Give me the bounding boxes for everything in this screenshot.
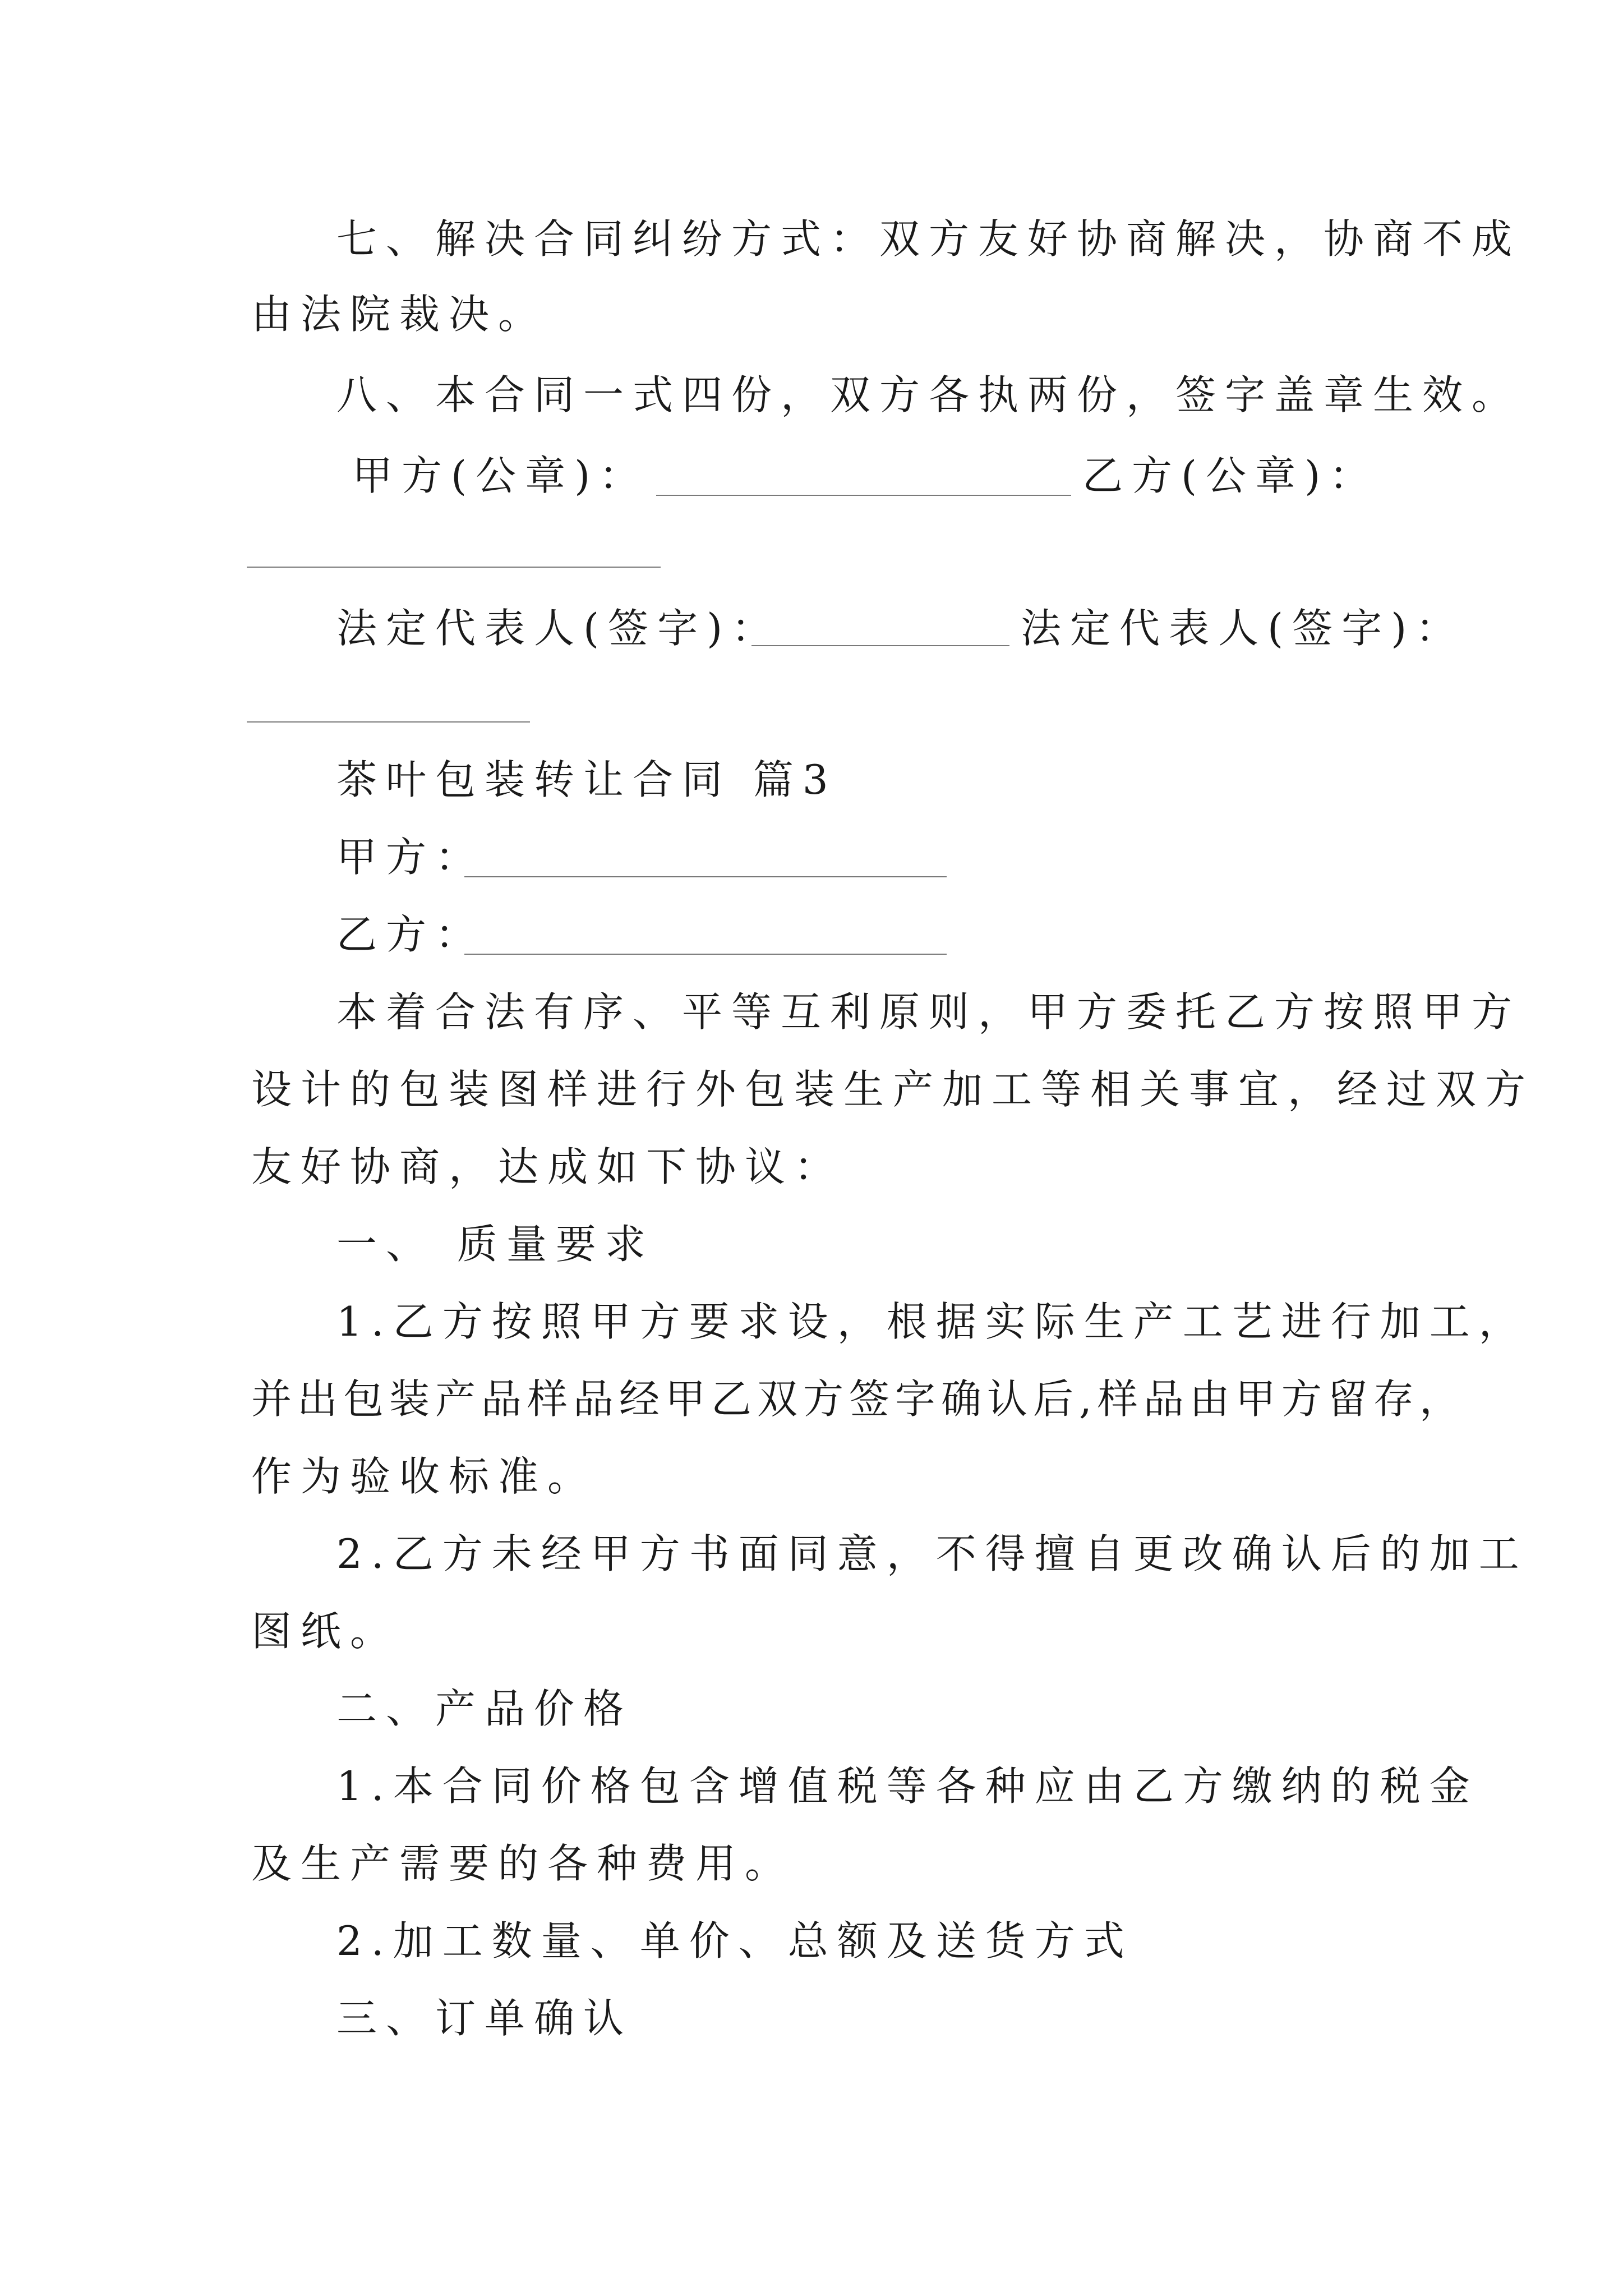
- s1-item1-line3: 作为验收标准。: [251, 1453, 597, 1500]
- intro-line2: 设计的包装图样进行外包装生产加工等相关事宜，经过双方: [251, 1066, 1535, 1113]
- contract3-title: 茶叶包装转让合同 篇3: [336, 756, 837, 803]
- s3-heading: 三、订单确认: [336, 1995, 633, 2042]
- s2-heading: 二、产品价格: [336, 1685, 633, 1732]
- s1-item2-line2: 图纸。: [251, 1608, 400, 1655]
- rep-b-blank: [247, 721, 530, 723]
- s2-item2: 2.加工数量、单价、总额及送货方式: [336, 1917, 1133, 1964]
- section8-text: 八、本合同一式四份，双方各执两份，签字盖章生效。: [336, 371, 1521, 418]
- section7-line1: 七、解决合同纠纷方式：双方友好协商解决，协商不成: [336, 215, 1521, 263]
- rep-b-label: 法定代表人(签字)：: [1021, 605, 1465, 652]
- contract3-party-a-blank: [464, 876, 947, 877]
- party-a-seal-blank: [656, 495, 1071, 496]
- party-a-seal-label: 甲方(公章)：: [352, 452, 649, 499]
- rep-a-blank: [751, 645, 1009, 646]
- s2-item1-line1: 1.本合同价格包含增值税等各种应由乙方缴纳的税金: [336, 1763, 1479, 1810]
- section7-line2: 由法院裁决。: [251, 291, 548, 338]
- contract3-party-a: 甲方：: [336, 834, 485, 881]
- contract3-party-b: 乙方：: [336, 911, 485, 958]
- rep-a-label: 法定代表人(签字)：: [336, 605, 781, 652]
- party-b-seal-label: 乙方(公章)：: [1082, 452, 1379, 499]
- intro-line3: 友好协商，达成如下协议：: [251, 1143, 844, 1190]
- party-b-seal-blank: [247, 567, 661, 568]
- intro-line1: 本着合法有序、平等互利原则，甲方委托乙方按照甲方: [336, 988, 1521, 1036]
- s1-item1-line2: 并出包装产品样品经甲乙双方签字确认后,样品由甲方留存，: [251, 1375, 1465, 1423]
- s1-heading: 一、 质量要求: [336, 1221, 654, 1268]
- s1-item1-line1: 1.乙方按照甲方要求设，根据实际生产工艺进行加工，: [336, 1298, 1528, 1345]
- s2-item1-line2: 及生产需要的各种费用。: [251, 1840, 795, 1887]
- contract3-party-b-blank: [464, 954, 947, 955]
- s1-item2-line1: 2.乙方未经甲方书面同意，不得擅自更改确认后的加工: [336, 1530, 1528, 1577]
